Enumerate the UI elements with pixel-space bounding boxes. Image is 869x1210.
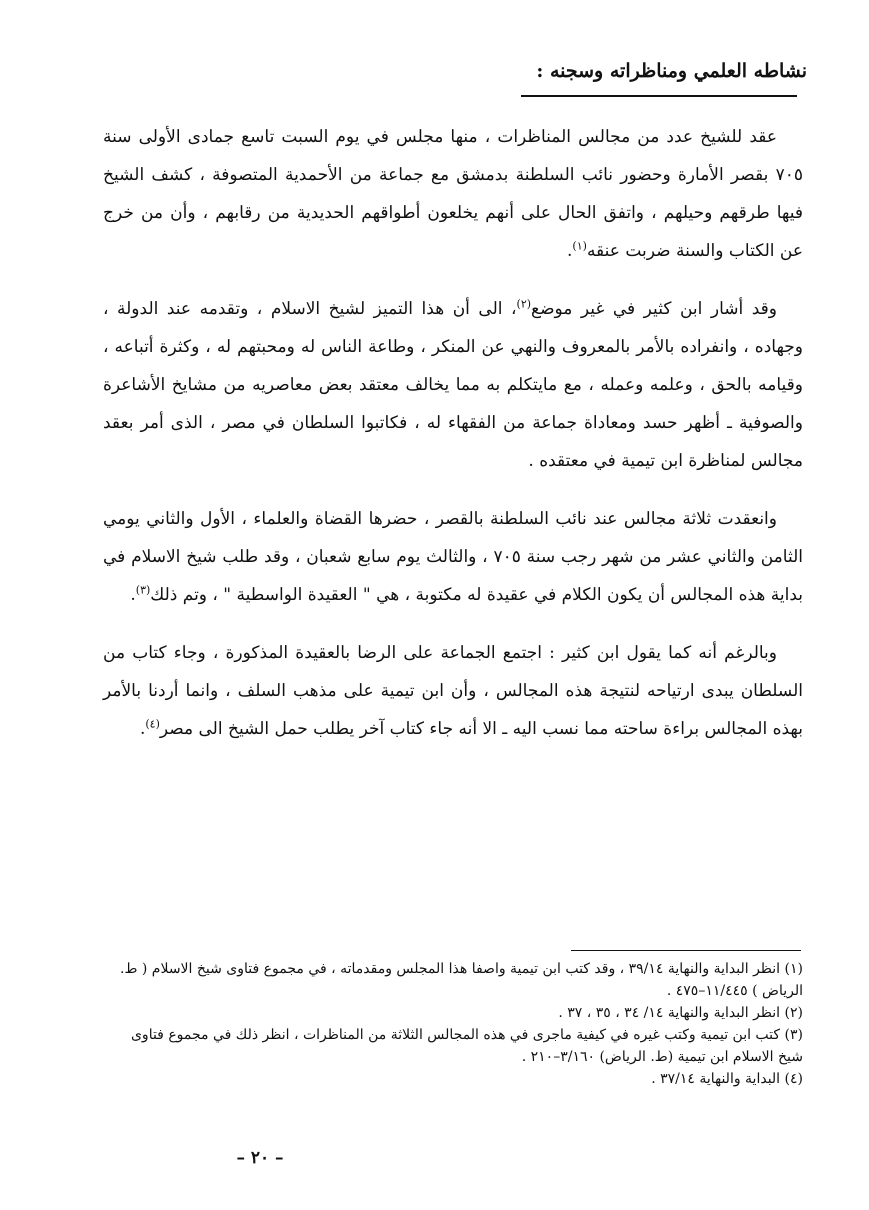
footnote-ref: (٢)	[516, 297, 532, 311]
paragraph: وبالرغم أنه كما يقول ابن كثير : اجتمع الجماعة على الرضا بالعقيدة المذكورة ، وجاء كتاب من السلطان يبدى ارتياحه لنتيجة هذه المجالس ، وأن ابن تيمية على مذهب السلف ، وانما أردنا بالأمر بهذه المجالس براءة ساحته مما نسب اليه ـ الا أنه جاء كتاب آخر يطلب حمل الشيخ الى مصر$^{(٤)}$.	[103, 643, 803, 739]
footnote: (٣) كتب ابن تيمية وكتب غيره في كيفية ماجرى في هذه المجالس الثلاثة من المناظرات ، انظر ذلك في مجموع فتاوى شيخ الاسلام ابن تيمية (ط. الرياض) ٣/١٦٠–٢١٠ .	[130, 1027, 803, 1065]
footnote-ref: (٣)	[135, 583, 151, 597]
page-number: – ٢٠ –	[236, 1148, 284, 1168]
footnote-rule	[571, 950, 801, 951]
footnotes	[103, 958, 803, 1090]
footnote-ref: (١)	[572, 239, 587, 253]
paragraph: وانعقدت ثلاثة مجالس عند نائب السلطنة بالقصر ، حضرها القضاة والعلماء ، الأول والثاني يومي الثامن والثاني عشر من شهر رجب سنة ٧٠٥ ، والثالث يوم سابع شعبان ، وقد طلب شيخ الاسلام في بداية هذه المجالس أن يكون الكلام في عقيدة له مكتوبة ، هي " العقيدة الواسطية " ، وتم ذلك$^{(٣)}$.	[103, 509, 803, 605]
footnote: (١) انظر البداية والنهاية ٣٩/١٤ ، وقد كتب ابن تيمية واصفا هذا المجلس ومقدماته ، في مجموع فتاوى شيخ الاسلام ( ط. الرياض ) ١١/٤٤٥–٤٧٥ .	[120, 961, 803, 999]
footnote-ref: (٤)	[145, 717, 160, 731]
paragraph: وقد أشار ابن كثير في غير موضع$^{(٢)}$، الى أن هذا التميز لشيخ الاسلام ، وتقدمه عند الدولة ، وجهاده ، وانفراده بالأمر بالمعروف والنهي عن المنكر ، وطاعة الناس له ومحبتهم له ، وكثرة أتباعه ، وقيامه بالحق ، وعلمه وعمله ، مع مايتكلم به مما يخالف معتقد بعض معاصريه من مشايخ الأشاعرة والصوفية ـ أظهر حسد ومعاداة جماعة من الفقهاء له ، فكاتبوا السلطان في مصر ، الذى أمر بعقد مجالس لمناظرة ابن تيمية في معتقده .	[103, 297, 803, 471]
paragraph: عقد للشيخ عدد من مجالس المناظرات ، منها مجلس في يوم السبت تاسع جمادى الأولى سنة ٧٠٥ بقصر الأمارة وحضور نائب السلطنة بدمشق مع جماعة من الأحمدية المتصوفة ، كشف الشيخ فيها طرقهم وحيلهم ، واتفق الحال على أنهم يخلعون أطواقهم الحديدية من رقابهم ، وأن من خرج عن الكتاب والسنة ضربت عنقه$^{(١)}$.	[103, 127, 803, 261]
footnote: (٤) البداية والنهاية ٣٧/١٤ .	[651, 1071, 803, 1087]
footnote: (٢) انظر البداية والنهاية ١٤/ ٣٤ ، ٣٥ ، ٣٧ .	[558, 1005, 803, 1021]
running-header: نشاطه العلمي ومناظراته وسجنه :	[536, 60, 807, 82]
body-text	[103, 118, 803, 768]
header-rule	[521, 95, 797, 97]
